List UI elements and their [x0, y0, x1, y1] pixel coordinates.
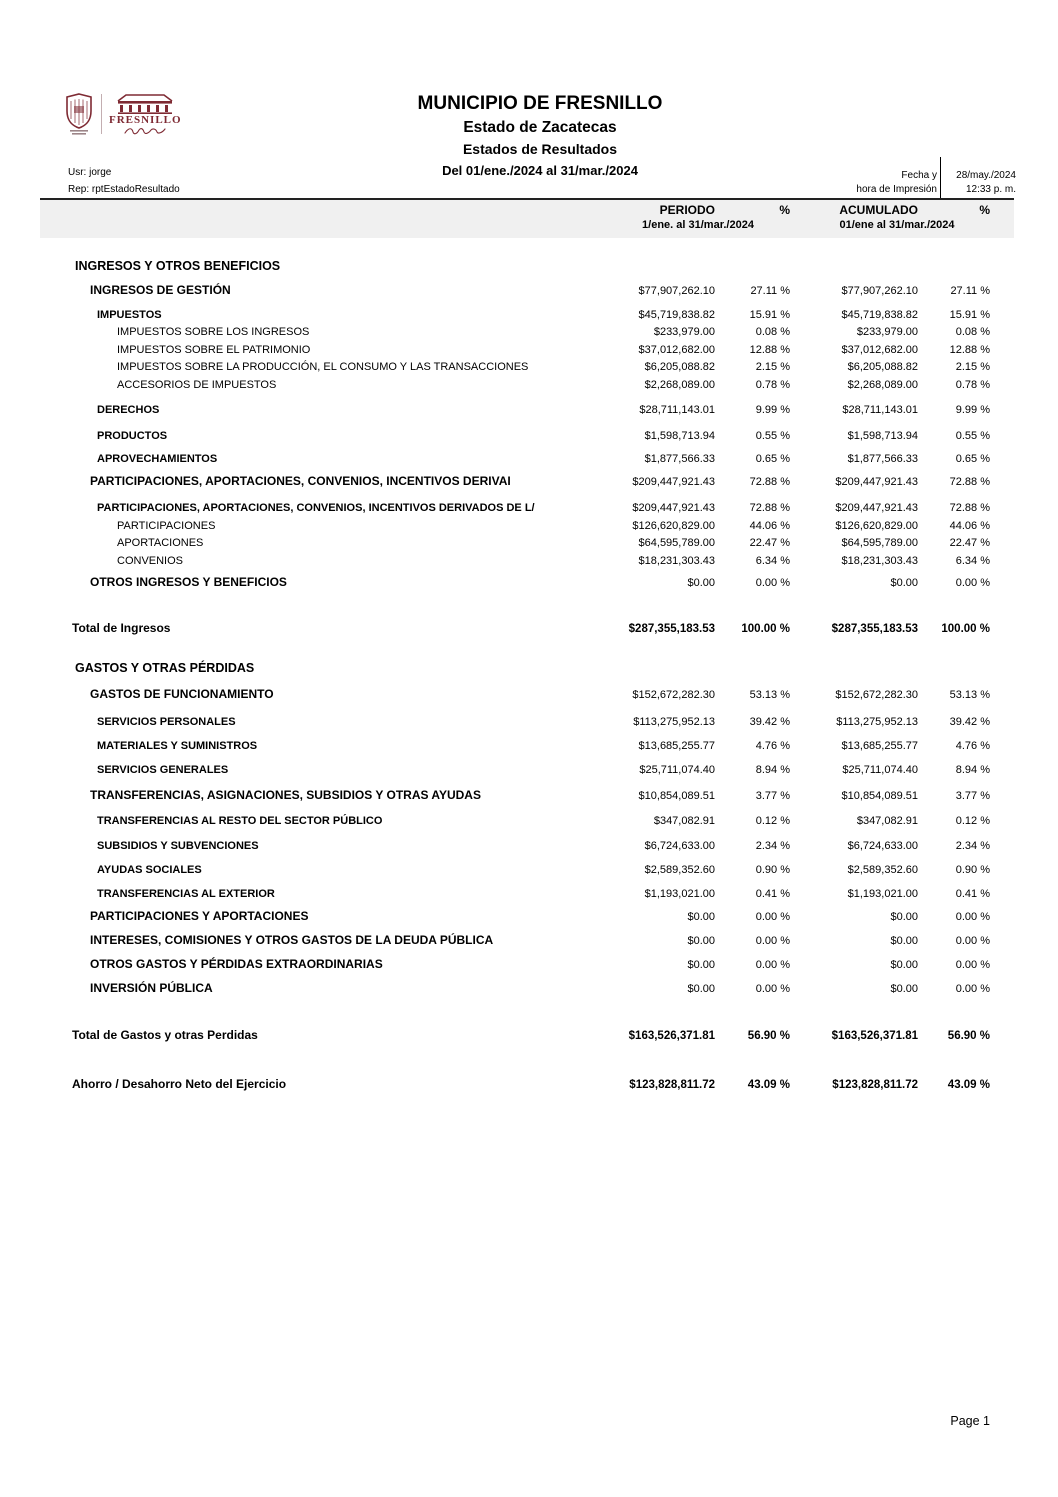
- table-row: [40, 738, 1014, 755]
- crest-icon: [64, 92, 94, 136]
- row-label: SUBSIDIOS Y SUBVENCIONES: [97, 840, 259, 852]
- table-row: [40, 257, 1014, 275]
- accum-pct: 2.15 %: [955, 361, 990, 373]
- accum-value: $0.00: [890, 935, 918, 947]
- report-title: Estados de Resultados: [462, 141, 618, 157]
- period-value: $1,598,713.94: [644, 430, 715, 442]
- accum-value: $10,854,089.51: [841, 790, 918, 802]
- accum-pct: 0.55 %: [955, 430, 990, 442]
- period-pct: 12.88 %: [749, 344, 790, 356]
- row-label: CONVENIOS: [117, 555, 184, 567]
- title-block: [279, 93, 801, 179]
- table-row: [40, 377, 1014, 394]
- accum-value: $6,724,633.00: [847, 840, 918, 852]
- accum-value: $347,082.91: [856, 815, 918, 827]
- accum-pct: 53.13 %: [949, 689, 990, 701]
- accum-value: $1,598,713.94: [847, 430, 918, 442]
- accum-pct: 72.88 %: [949, 502, 990, 514]
- row-label: OTROS GASTOS Y PÉRDIDAS EXTRAORDINARIAS: [90, 957, 383, 971]
- period-value: $45,719,838.82: [638, 309, 715, 321]
- accum-pct: 56.90 %: [947, 1030, 990, 1042]
- accum-pct: 12.88 %: [949, 344, 990, 356]
- row-label: IMPUESTOS SOBRE LA PRODUCCIÓN, EL CONSUMO Y LAS TRANSACCIONES: [117, 361, 529, 373]
- accum-value: $6,205,088.82: [847, 361, 918, 373]
- print-values: [940, 157, 1016, 199]
- period-value: $123,828,811.72: [629, 1079, 715, 1091]
- accum-value: $0.00: [890, 577, 918, 589]
- period-pct: 43.09 %: [747, 1079, 790, 1091]
- table-row: [40, 535, 1014, 552]
- period-value: $1,877,566.33: [644, 453, 715, 465]
- accum-pct: 3.77 %: [955, 790, 990, 802]
- accum-value: $1,193,021.00: [847, 888, 918, 900]
- row-label: PARTICIPACIONES: [117, 520, 216, 532]
- print-time: 12:33 p. m.: [965, 184, 1016, 195]
- period-pct: 15.91 %: [749, 309, 790, 321]
- table-row: [40, 979, 1014, 998]
- accum-pct: 27.11 %: [950, 285, 990, 297]
- table-row: [40, 1075, 1014, 1094]
- table-row: [40, 685, 1014, 704]
- accum-pct: 0.90 %: [955, 864, 990, 876]
- accum-value: $2,268,089.00: [847, 379, 918, 391]
- accum-value: $45,719,838.82: [841, 309, 918, 321]
- row-label: MATERIALES Y SUMINISTROS: [97, 740, 258, 752]
- page-number: Page 1: [950, 1414, 990, 1428]
- accum-pct: 0.00 %: [955, 935, 990, 947]
- accum-value: $287,355,183.53: [831, 623, 918, 635]
- accum-pct: 100.00 %: [941, 623, 990, 635]
- period-pct: 72.88 %: [749, 476, 790, 488]
- row-label: Ahorro / Desahorro Neto del Ejercicio: [72, 1077, 287, 1091]
- row-label: SERVICIOS PERSONALES: [97, 716, 236, 728]
- period-value: $13,685,255.77: [638, 740, 715, 752]
- accum-value: $28,711,143.01: [842, 404, 918, 416]
- period-pct: 0.90 %: [755, 864, 790, 876]
- accum-pct: 0.00 %: [955, 577, 990, 589]
- table-row: [40, 402, 1014, 419]
- accum-pct: 0.00 %: [955, 983, 990, 995]
- table-row: [40, 659, 1014, 677]
- table-row: [40, 931, 1014, 950]
- period-value: $2,589,352.60: [644, 864, 715, 876]
- row-label: IMPUESTOS: [97, 309, 162, 321]
- period-pct: 0.65 %: [755, 453, 790, 465]
- period-pct: 6.34 %: [755, 555, 790, 567]
- column-period-pct: %: [779, 203, 790, 217]
- period-pct: 0.12 %: [755, 815, 790, 827]
- row-label: INVERSIÓN PÚBLICA: [90, 981, 213, 995]
- period-pct: 0.00 %: [755, 983, 790, 995]
- row-label: TRANSFERENCIAS AL EXTERIOR: [97, 888, 275, 900]
- table-row: [40, 786, 1014, 805]
- table-row: [40, 907, 1014, 926]
- period-pct: 53.13 %: [749, 689, 790, 701]
- row-label: APROVECHAMIENTOS: [97, 453, 218, 465]
- building-icon: [116, 93, 174, 114]
- accum-pct: 0.41 %: [955, 888, 990, 900]
- accum-value: $25,711,074.40: [842, 764, 918, 776]
- row-label: IMPUESTOS SOBRE EL PATRIMONIO: [117, 344, 311, 356]
- row-label: ACCESORIOS DE IMPUESTOS: [117, 379, 277, 391]
- period-value: $0.00: [687, 577, 715, 589]
- accum-value: $152,672,282.30: [835, 689, 918, 701]
- row-label: PARTICIPACIONES, APORTACIONES, CONVENIOS, INCENTIVOS DERIVADOS DE L/: [97, 502, 535, 514]
- period-pct: 0.00 %: [755, 911, 790, 923]
- period-pct: 0.00 %: [755, 959, 790, 971]
- row-label: Total de Gastos y otras Perdidas: [72, 1028, 258, 1042]
- accum-value: $2,589,352.60: [847, 864, 918, 876]
- period-value: $6,205,088.82: [644, 361, 715, 373]
- period-value: $233,979.00: [653, 326, 715, 338]
- period-value: $347,082.91: [653, 815, 715, 827]
- period-pct: 0.78 %: [755, 379, 790, 391]
- period-pct: 0.41 %: [755, 888, 790, 900]
- period-value: $0.00: [687, 983, 715, 995]
- period-pct: 22.47 %: [749, 537, 790, 549]
- period-value: $6,724,633.00: [644, 840, 715, 852]
- period-value: $209,447,921.43: [632, 476, 715, 488]
- accum-pct: 2.34 %: [955, 840, 990, 852]
- accum-pct: 43.09 %: [947, 1079, 990, 1091]
- period-pct: 27.11 %: [750, 285, 790, 297]
- municipality-title: MUNICIPIO DE FRESNILLO: [417, 93, 663, 114]
- meta-right: [856, 157, 1016, 199]
- period-value: $64,595,789.00: [638, 537, 715, 549]
- row-label: Total de Ingresos: [72, 621, 171, 635]
- table-row: [40, 472, 1014, 491]
- table-row: [40, 838, 1014, 855]
- accum-value: $0.00: [890, 983, 918, 995]
- period-value: $126,620,829.00: [632, 520, 715, 532]
- column-header-band: [40, 200, 1014, 238]
- accum-pct: 39.42 %: [949, 716, 990, 728]
- period-pct: 9.99 %: [755, 404, 790, 416]
- accum-value: $0.00: [890, 911, 918, 923]
- period-value: $77,907,262.10: [638, 285, 715, 297]
- period-value: $0.00: [687, 911, 715, 923]
- row-label: PARTICIPACIONES, APORTACIONES, CONVENIOS, INCENTIVOS DERIVAI: [90, 474, 511, 488]
- table-row: [40, 886, 1014, 903]
- state-title: Estado de Zacatecas: [463, 119, 617, 136]
- fresnillo-logo: [64, 92, 182, 136]
- table-row: [40, 451, 1014, 468]
- accum-pct: 15.91 %: [949, 309, 990, 321]
- period-value: $113,275,952.13: [633, 716, 715, 728]
- period-pct: 4.76 %: [755, 740, 790, 752]
- accum-pct: 0.00 %: [955, 911, 990, 923]
- accum-pct: 9.99 %: [955, 404, 990, 416]
- period-pct: 0.08 %: [755, 326, 790, 338]
- period-pct: 2.34 %: [755, 840, 790, 852]
- column-accum-pct: %: [979, 203, 990, 217]
- period-pct: 56.90 %: [747, 1030, 790, 1042]
- period-value: $18,231,303.43: [638, 555, 715, 567]
- accum-value: $77,907,262.10: [841, 285, 918, 297]
- period-value: $209,447,921.43: [632, 502, 715, 514]
- row-label: TRANSFERENCIAS AL RESTO DEL SECTOR PÚBLICO: [97, 815, 383, 827]
- report-period: Del 01/ene./2024 al 31/mar./2024: [442, 163, 638, 178]
- logo-name: FRESNILLO: [109, 113, 182, 126]
- row-label: PARTICIPACIONES Y APORTACIONES: [90, 909, 309, 923]
- row-label: INGRESOS DE GESTIÓN: [90, 283, 231, 297]
- row-label: APORTACIONES: [117, 537, 204, 549]
- period-value: $0.00: [687, 959, 715, 971]
- period-value: $10,854,089.51: [638, 790, 715, 802]
- period-value: $152,672,282.30: [632, 689, 715, 701]
- accum-value: $13,685,255.77: [841, 740, 918, 752]
- column-period-title: PERIODO: [659, 203, 715, 217]
- table-row: [40, 324, 1014, 341]
- table-row: [40, 359, 1014, 376]
- row-label: OTROS INGRESOS Y BENEFICIOS: [90, 575, 287, 589]
- accum-pct: 0.12 %: [955, 815, 990, 827]
- results-table: [40, 240, 1014, 1094]
- period-value: $2,268,089.00: [644, 379, 715, 391]
- table-row: [40, 762, 1014, 779]
- accum-value: $123,828,811.72: [832, 1079, 918, 1091]
- row-label: SERVICIOS GENERALES: [97, 764, 229, 776]
- column-accum-title: ACUMULADO: [839, 203, 918, 217]
- column-period-dates: 1/ene. al 31/mar./2024: [642, 219, 754, 231]
- accum-pct: 8.94 %: [955, 764, 990, 776]
- user-line: Usr: jorge: [68, 167, 112, 178]
- accum-pct: 72.88 %: [949, 476, 990, 488]
- table-row: [40, 714, 1014, 731]
- period-pct: 44.06 %: [749, 520, 790, 532]
- accum-value: $0.00: [890, 959, 918, 971]
- table-row: [40, 500, 1014, 517]
- row-label: INGRESOS Y OTROS BENEFICIOS: [75, 259, 281, 273]
- period-value: $0.00: [687, 935, 715, 947]
- column-accum-dates: 01/ene al 31/mar./2024: [839, 219, 955, 231]
- accum-pct: 6.34 %: [955, 555, 990, 567]
- meta-left: [68, 164, 180, 198]
- period-pct: 0.00 %: [755, 935, 790, 947]
- table-row: [40, 862, 1014, 879]
- print-label-line2: hora de Impresión: [856, 184, 937, 195]
- print-date: 28/may./2024: [956, 170, 1016, 181]
- period-pct: 8.94 %: [755, 764, 790, 776]
- column-spacer: [40, 203, 603, 217]
- accum-value: $233,979.00: [856, 326, 918, 338]
- accum-pct: 0.78 %: [955, 379, 990, 391]
- print-label-line1: Fecha y: [901, 170, 937, 181]
- accum-pct: 0.00 %: [955, 959, 990, 971]
- row-label: DERECHOS: [97, 404, 160, 416]
- accum-value: $163,526,371.81: [831, 1030, 918, 1042]
- logo-wordmark: [109, 93, 182, 136]
- row-label: GASTOS Y OTRAS PÉRDIDAS: [75, 661, 255, 675]
- period-pct: 0.55 %: [755, 430, 790, 442]
- period-value: $25,711,074.40: [639, 764, 715, 776]
- accum-value: $1,877,566.33: [847, 453, 918, 465]
- table-row: [40, 573, 1014, 592]
- row-label: INTERESES, COMISIONES Y OTROS GASTOS DE LA DEUDA PÚBLICA: [90, 933, 494, 947]
- report-id-line: Rep: rptEstadoResultado: [68, 184, 180, 195]
- accum-pct: 0.08 %: [955, 326, 990, 338]
- row-label: GASTOS DE FUNCIONAMIENTO: [90, 687, 274, 701]
- table-row: [40, 955, 1014, 974]
- print-labels: [856, 157, 940, 199]
- row-label: TRANSFERENCIAS, ASIGNACIONES, SUBSIDIOS Y OTRAS AYUDAS: [90, 788, 481, 802]
- period-pct: 3.77 %: [755, 790, 790, 802]
- period-value: $1,193,021.00: [644, 888, 715, 900]
- table-row: [40, 518, 1014, 535]
- period-pct: 72.88 %: [749, 502, 790, 514]
- table-row: [40, 619, 1014, 638]
- table-row: [40, 813, 1014, 830]
- logo-script-icon: [123, 126, 167, 136]
- period-value: $287,355,183.53: [628, 623, 715, 635]
- table-row: [40, 1026, 1014, 1045]
- accum-pct: 22.47 %: [949, 537, 990, 549]
- row-label: PRODUCTOS: [97, 430, 168, 442]
- accum-pct: 0.65 %: [955, 453, 990, 465]
- accum-value: $18,231,303.43: [841, 555, 918, 567]
- row-label: AYUDAS SOCIALES: [97, 864, 202, 876]
- accum-value: $37,012,682.00: [841, 344, 918, 356]
- accum-pct: 44.06 %: [949, 520, 990, 532]
- period-pct: 39.42 %: [749, 716, 790, 728]
- period-value: $37,012,682.00: [638, 344, 715, 356]
- column-header-row: [40, 200, 1014, 217]
- accum-value: $113,275,952.13: [836, 716, 918, 728]
- table-row: [40, 281, 1014, 300]
- accum-value: $209,447,921.43: [835, 476, 918, 488]
- period-value: $28,711,143.01: [639, 404, 715, 416]
- accum-value: $209,447,921.43: [835, 502, 918, 514]
- table-row: [40, 428, 1014, 445]
- accum-value: $64,595,789.00: [841, 537, 918, 549]
- period-pct: 0.00 %: [755, 577, 790, 589]
- period-pct: 2.15 %: [755, 361, 790, 373]
- table-row: [40, 307, 1014, 324]
- period-value: $163,526,371.81: [628, 1030, 715, 1042]
- table-row: [40, 553, 1014, 570]
- logo-divider: [101, 94, 102, 134]
- accum-value: $126,620,829.00: [835, 520, 918, 532]
- row-label: IMPUESTOS SOBRE LOS INGRESOS: [117, 326, 310, 338]
- accum-pct: 4.76 %: [955, 740, 990, 752]
- period-pct: 100.00 %: [741, 623, 790, 635]
- table-row: [40, 342, 1014, 359]
